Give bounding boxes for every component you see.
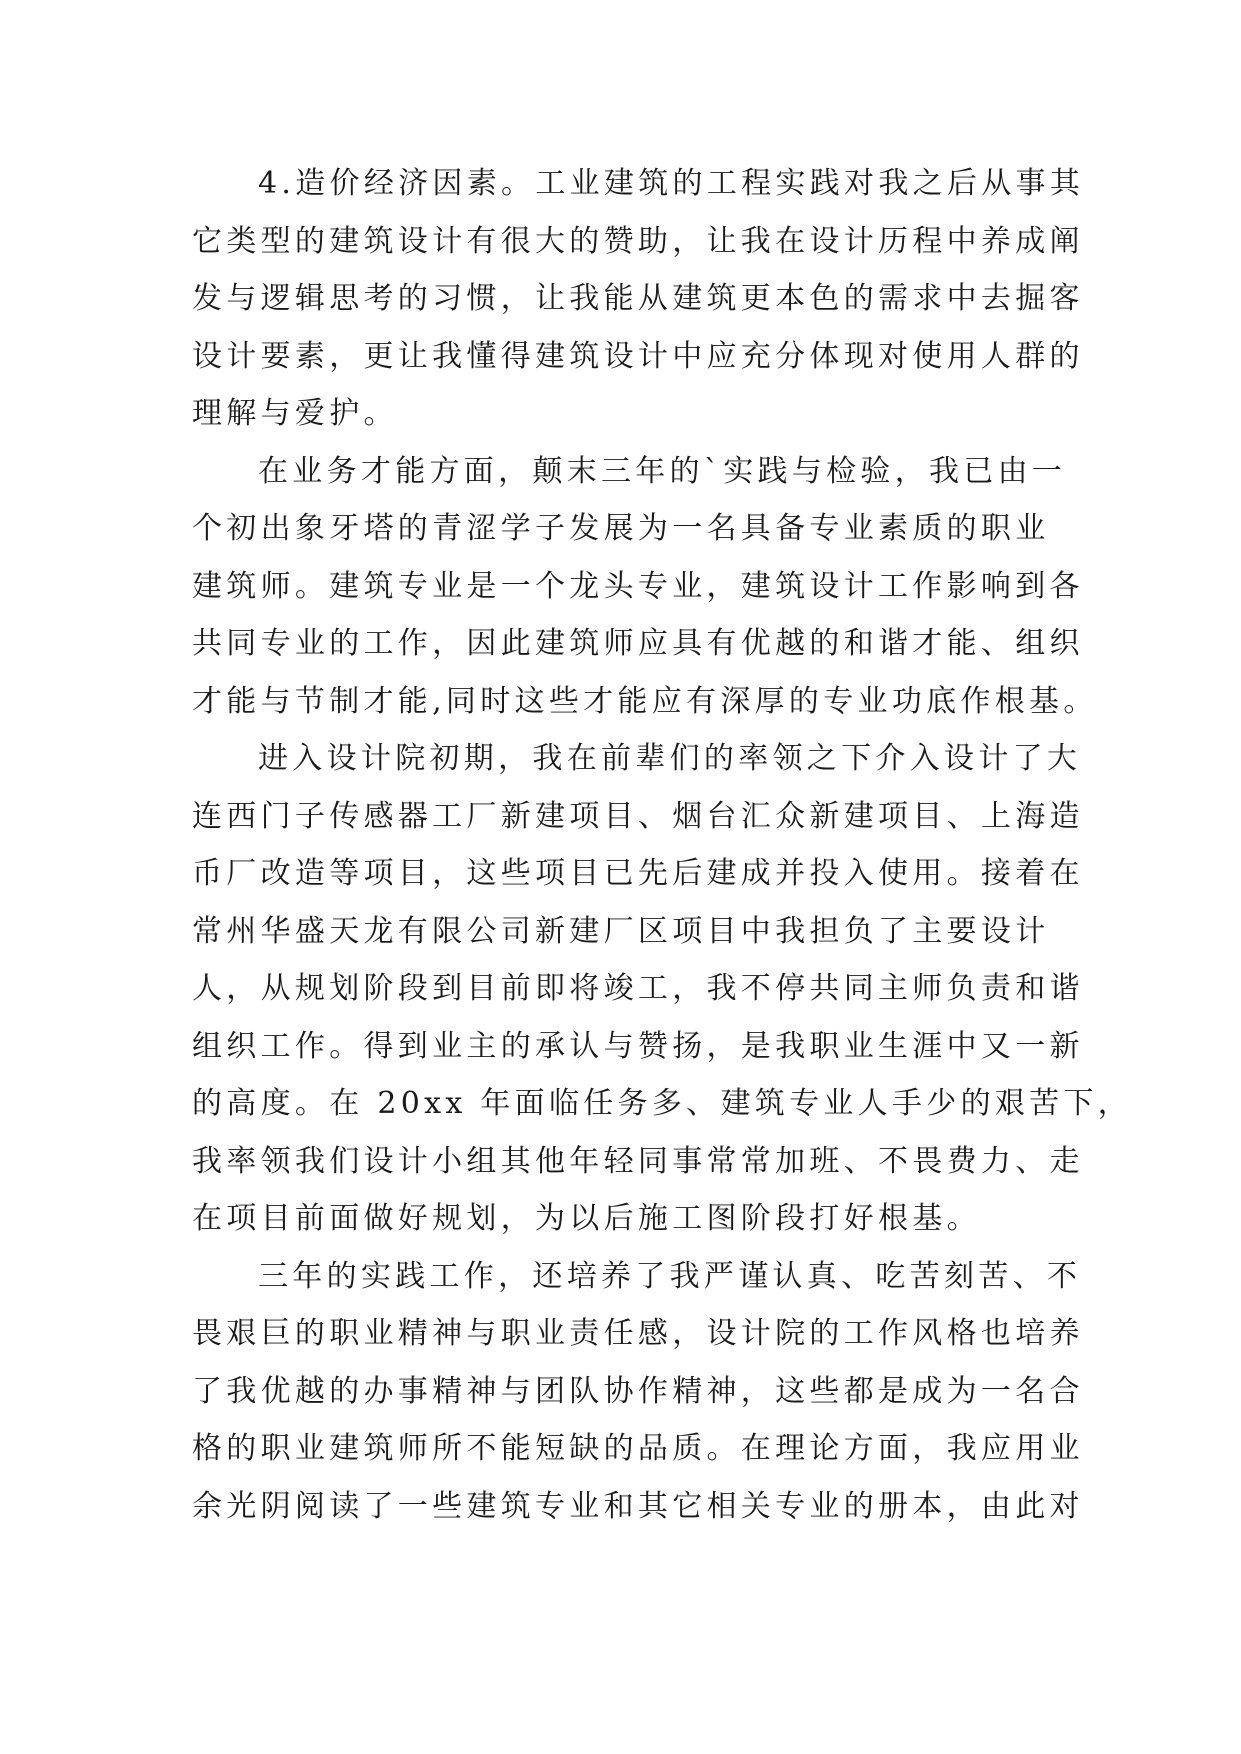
paragraph-line: 在项目前面做好规划，为以后施工图阶段打好根基。: [192, 1201, 981, 1236]
paragraph-line: 理解与爱护。: [192, 396, 398, 431]
paragraph-line: 设计要素，更让我懂得建筑设计中应充分体现对使用人群的: [192, 338, 1084, 374]
paragraph-line: 了我优越的办事精神与团队协作精神，这些都是成为一名合: [192, 1373, 1084, 1409]
body-text: [192, 155, 1133, 1535]
paragraph-line: 4.造价经济因素。工业建筑的工程实践对我之后从事其: [258, 166, 1085, 201]
paragraph-line: 连西门子传感器工厂新建项目、烟台汇众新建项目、上海造: [192, 798, 1084, 834]
paragraph-line: 的高度。在 20xx 年面临任务多、建筑专业人手少的艰苦下，: [192, 1086, 1133, 1121]
paragraph-line: 个初出象牙塔的青涩学子发展为一名具备专业素质的职业: [192, 511, 1050, 546]
paragraph-line: 组织工作。得到业主的承认与赞扬，是我职业生涯中又一新: [192, 1028, 1084, 1064]
paragraph-line: 在业务才能方面，颠末三年的`实践与检验，我已由一: [258, 453, 1067, 489]
paragraph-line: 畏艰巨的职业精神与职业责任感，设计院的工作风格也培养: [192, 1316, 1084, 1351]
paragraph-line: 常州华盛天龙有限公司新建厂区项目中我担负了主要设计: [192, 913, 1050, 949]
paragraph-line: 建筑师。建筑专业是一个龙头专业，建筑设计工作影响到各: [192, 568, 1084, 604]
paragraph-line: 才能与节制才能,同时这些才能应有深厚的专业功底作根基。: [192, 683, 1098, 719]
paragraph-line: 余光阴阅读了一些建筑专业和其它相关专业的册本，由此对: [192, 1488, 1084, 1524]
paragraph-line: 格的职业建筑师所不能短缺的品质。在理论方面，我应用业: [192, 1431, 1084, 1466]
paragraph-line: 人，从规划阶段到目前即将竣工，我不停共同主师负责和谐: [192, 971, 1084, 1006]
paragraph-line: 我率领我们设计小组其他年轻同事常常加班、不畏费力、走: [192, 1143, 1084, 1179]
paragraph-line: 它类型的建筑设计有很大的赞助，让我在设计历程中养成阐: [192, 223, 1084, 259]
paragraph-line: 发与逻辑思考的习惯，让我能从建筑更本色的需求中去掘客: [192, 281, 1084, 316]
paragraph-line: 进入设计院初期，我在前辈们的率领之下介入设计了大: [258, 741, 1082, 776]
paragraph-line: 三年的实践工作，还培养了我严谨认真、吃苦刻苦、不: [258, 1258, 1082, 1294]
paragraph-line: 币厂改造等项目，这些项目已先后建成并投入使用。接着在: [192, 856, 1084, 891]
paragraph-line: 共同专业的工作，因此建筑师应具有优越的和谐才能、组织: [192, 626, 1084, 661]
